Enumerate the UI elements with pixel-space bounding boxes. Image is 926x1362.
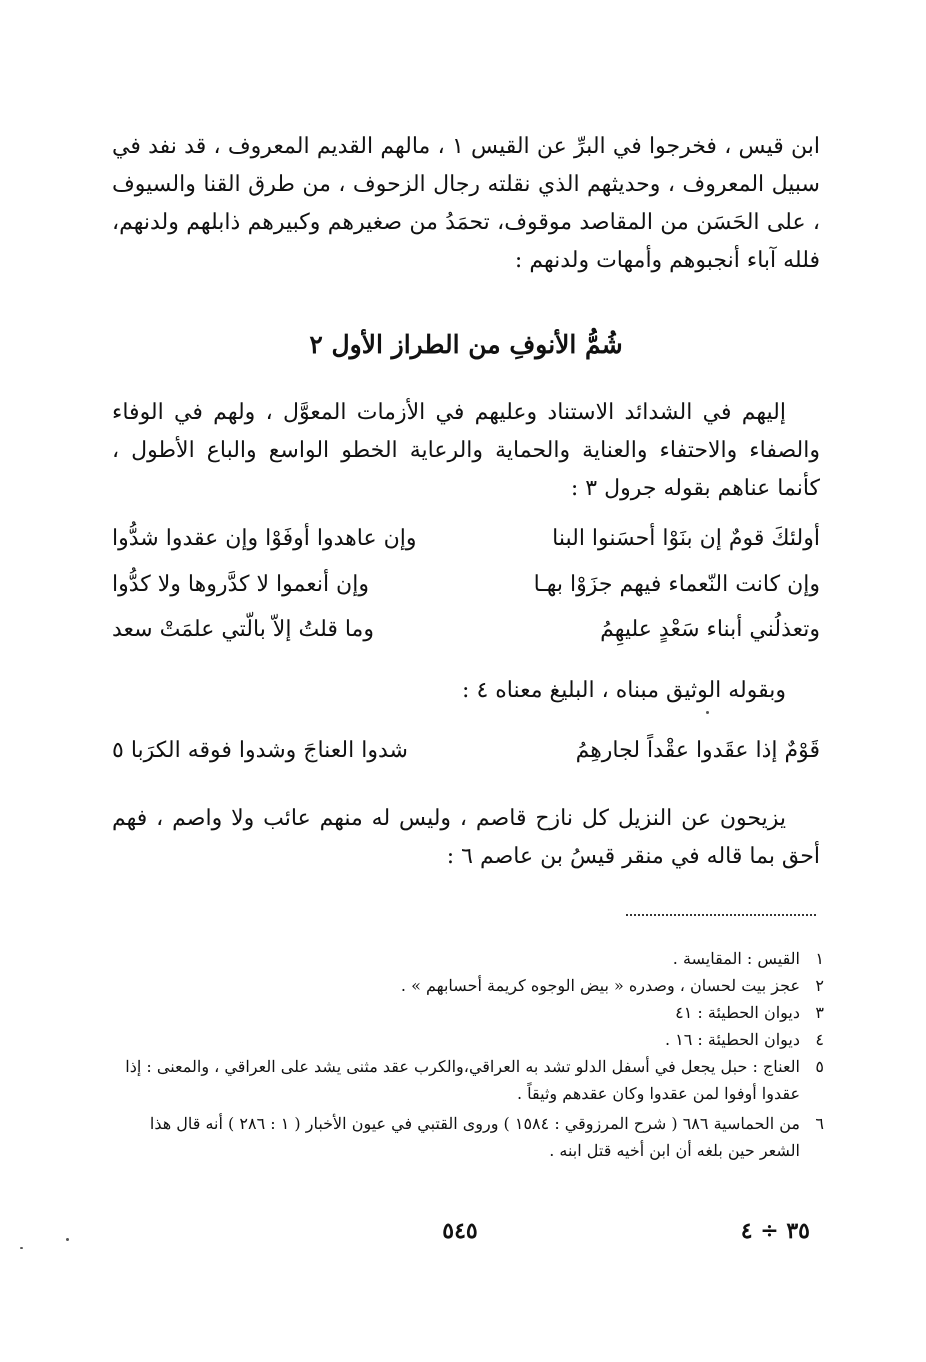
footnotes	[112, 945, 824, 1164]
footnote-text: القيس : المقايسة .	[672, 949, 800, 968]
printer-signature: ٣٥ ÷ ٤	[740, 1218, 810, 1244]
verse-first-hemistich: وإن كانت النّعماء فيهم جزَوْا بهـا	[533, 572, 820, 597]
footnote	[112, 1053, 824, 1107]
verse-second-hemistich: شدوا العناجَ وشدوا فوقه الكرَبا ٥	[112, 738, 408, 763]
footnote	[112, 1026, 824, 1053]
scan-speck	[20, 1247, 23, 1249]
footnote-text: من الحماسية ٦٨٦ ( شرح المرزوقي : ١٥٨٤ ) وروى القتبي في عيون الأخبار ( ١ : ٢٨٦ ) أنه قال هذا الشعر حين بلغه أن ابن أخيه قتل ابنه .	[149, 1114, 800, 1160]
scan-speck	[66, 1238, 69, 1241]
verse-line	[112, 572, 820, 612]
footnote-text: ديوان الحطيئة : ١٦ .	[664, 1030, 800, 1049]
verse-line	[112, 617, 820, 657]
footnote	[112, 1110, 824, 1164]
footnote-text: عجز بيت لحسان ، وصدره « بيض الوجوه كريمة أحسابهم » .	[400, 976, 800, 995]
verse-first-hemistich: قَوْمٌ إذا عقَدوا عقْداً لجارهِمُ	[575, 738, 820, 763]
scan-speck	[706, 711, 709, 714]
verse-first-hemistich: وتعذلُني أبناء سَعْدٍ عليهِمُ	[600, 617, 820, 642]
footnote-number: ٥	[815, 1057, 824, 1076]
footnote	[112, 945, 824, 972]
footnote	[112, 999, 824, 1026]
page-number: ٥٤٥	[442, 1218, 478, 1244]
footnote-text: ديوان الحطيئة : ٤١	[675, 1003, 800, 1022]
footnote-number: ٦	[815, 1114, 824, 1133]
footnote-number: ٢	[815, 976, 824, 995]
verse-second-hemistich: وإن عاهدوا أوفَوْا وإن عقدوا شدُّوا	[112, 526, 417, 551]
footnote-text: العناج : حبل يجعل في أسفل الدلو تشد به العراقي،والكرب عقد مثنى يشد على العراقي ، والمعنى : إذا عقدوا أوفوا لمن عقدوا وكان عقدهم وثيقاً .	[125, 1057, 800, 1103]
paragraph-1: ابن قيس ، فخرجوا في البرِّ عن القيس ١ ، مالهم القديم المعروف ، قد نفد في سبيل المعروف ، وحديثهم الذي نقلته رجال الزحوف ، من طرق القنا والسيوف ، على الحَسَن من المقاصد موقوف، تحمَدُ من صغيرهم وكبيرهم ذابلهم ولدنهم، فلله آباء أنجبوهم وأمهات ولدنهم :	[112, 134, 820, 273]
footnote-number: ٤	[815, 1030, 824, 1049]
footnote-number: ٣	[815, 1003, 824, 1022]
section-heading: شُمُّ الأنوفِ من الطراز الأول ٢	[309, 330, 623, 359]
verse-line	[112, 738, 820, 778]
verse-second-hemistich: وما قلتُ إلاّ بالّتي علمَتْ سعد	[112, 617, 374, 642]
footnote-number: ١	[815, 949, 824, 968]
footnote-separator	[626, 914, 816, 916]
paragraph-3: يزيحون عن النزيل كل نازح قاصم ، وليس له منهم عائب ولا واصم ، فهم أحق بما قاله في منقر قيسُ بن عاصم ٦ :	[112, 806, 820, 869]
verse-first-hemistich: أولئكَ قومٌ إن بنَوْا أحسَنوا البنا	[552, 526, 820, 551]
verse-intro: وبقوله الوثيق مبناه ، البليغ معناه ٤ :	[462, 678, 786, 703]
verse-line	[112, 526, 820, 566]
verse-second-hemistich: وإن أنعموا لا كدَّروها ولا كدُّوا	[112, 572, 369, 597]
footnote	[112, 972, 824, 999]
paragraph-2: إليهم في الشدائد الاستناد وعليهم في الأزمات المعوَّل ، ولهم في الوفاء والصفاء والاحتفاء والعناية والحماية والرعاية الخطو الواسع والباع الأطول ، كأنما عناهم بقوله جرول ٣ :	[112, 400, 820, 501]
